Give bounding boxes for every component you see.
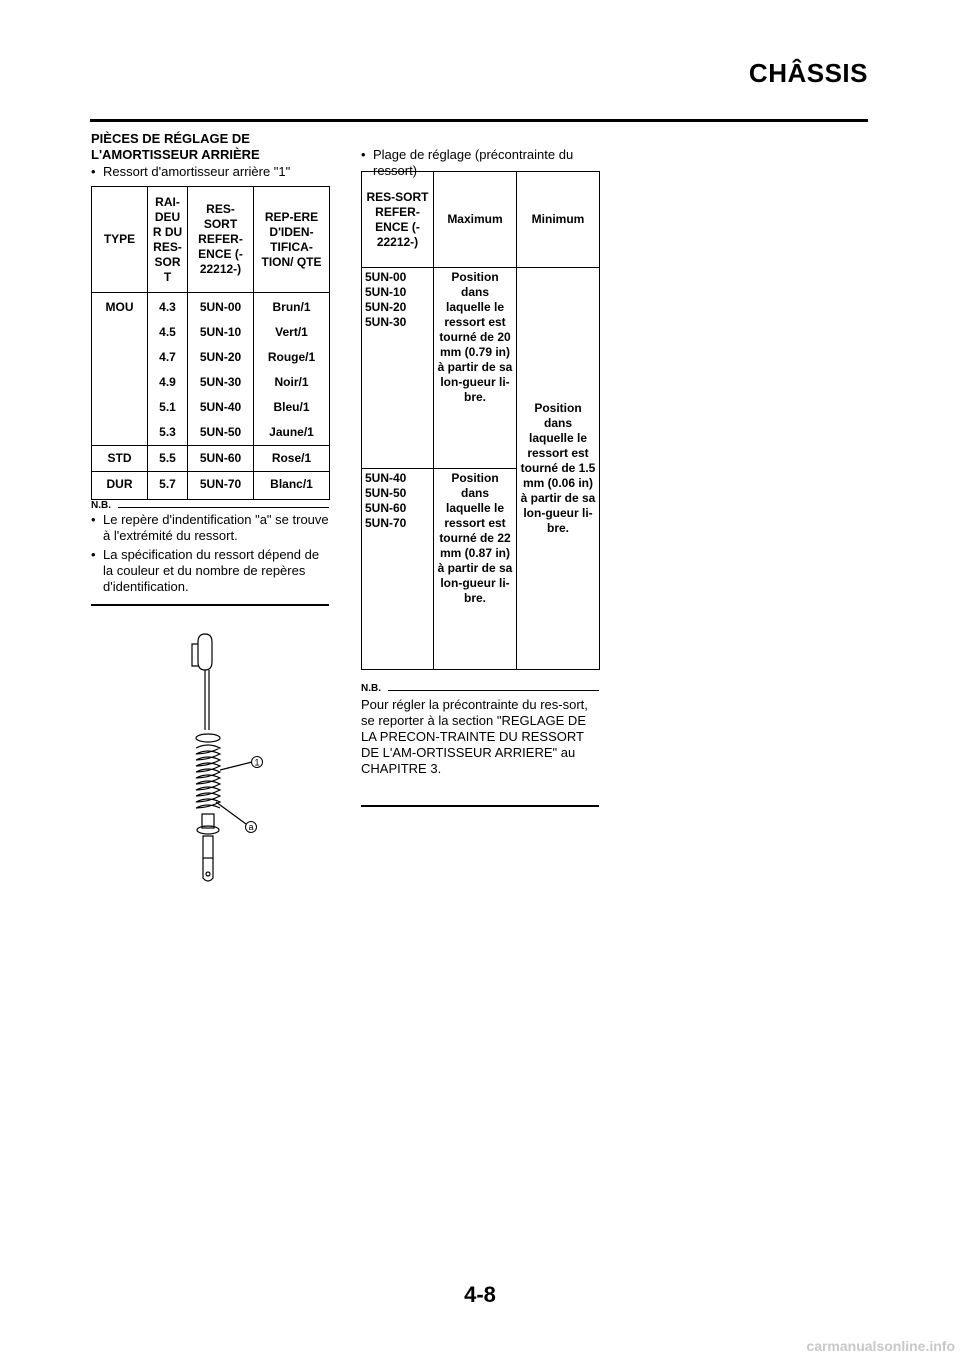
- spring-table-header: [92, 187, 330, 293]
- cell-rate: 5.7: [148, 472, 188, 500]
- range-table: [361, 171, 600, 670]
- shock-absorber-illustration: [180, 630, 280, 890]
- spring-seat-bottom: [197, 826, 219, 834]
- note-end-rule: [361, 805, 599, 807]
- cell-rate: 5.5: [148, 446, 188, 472]
- top-mount: [198, 634, 212, 670]
- cell-max: Position dans laquelle le ressort est tourné de 22 mm (0.87 in) à partir de sa lon-gueur li-bre.: [434, 469, 517, 670]
- cell-mark: Jaune/1: [254, 420, 330, 446]
- header-cell: RES-SORT REFER-ENCE (- 22212-): [362, 172, 434, 268]
- cell-type: MOU: [92, 293, 148, 321]
- table-row: [92, 472, 330, 500]
- cell-max: Position dans laquelle le ressort est tourné de 20 mm (0.79 in) à partir de sa lon-gueur li-bre.: [434, 268, 517, 469]
- cell-type: [92, 420, 148, 446]
- cell-ref: 5UN-50: [188, 420, 254, 446]
- cell-rate: 4.3: [148, 293, 188, 321]
- header-cell: RAI-DEU R DU RES-SOR T: [148, 187, 188, 293]
- damper-body-lower: [203, 836, 213, 858]
- cell-ref: 5UN-10: [188, 320, 254, 345]
- callout-1-leader: [220, 762, 252, 770]
- header-rule: [90, 119, 868, 122]
- cell-rate: 4.5: [148, 320, 188, 345]
- note-item: • La spécification du ressort dépend de la couleur et du nombre de repères d'identification.: [91, 547, 329, 595]
- cell-mark: Noir/1: [254, 370, 330, 395]
- table-row: [92, 446, 330, 472]
- spring-bullet: • Ressort d'amortisseur arrière "1": [91, 164, 343, 180]
- table-row: [92, 420, 330, 446]
- bottom-mount-hole: [206, 872, 210, 876]
- cell-rate: 4.9: [148, 370, 188, 395]
- range-bullet: • Plage de réglage (précontrainte du ressort): [361, 147, 611, 179]
- cell-ref: 5UN-60: [188, 446, 254, 472]
- table-row: [92, 293, 330, 321]
- header-cell: REP-ERE D'IDEN-TIFICA-TION/ QTE: [254, 187, 330, 293]
- spring-table: [91, 186, 330, 500]
- cell-mark: Rouge/1: [254, 345, 330, 370]
- cell-refs: 5UN-40 5UN-50 5UN-60 5UN-70: [362, 469, 434, 670]
- cell-type: [92, 395, 148, 420]
- cell-ref: 5UN-20: [188, 345, 254, 370]
- callout-1: [252, 757, 263, 768]
- watermark: carmanualsonline.info: [806, 1338, 955, 1354]
- cell-rate: 5.3: [148, 420, 188, 446]
- table-row: [92, 345, 330, 370]
- range-table-header: [362, 172, 600, 268]
- cell-refs: 5UN-00 5UN-10 5UN-20 5UN-30: [362, 268, 434, 469]
- cell-ref: 5UN-00: [188, 293, 254, 321]
- cell-type: DUR: [92, 472, 148, 500]
- page-title: CHÂSSIS: [748, 58, 868, 88]
- header-cell: TYPE: [92, 187, 148, 293]
- section-heading-line-1: PIÈCES DE RÉGLAGE DE: [91, 131, 250, 146]
- table-row: [92, 395, 330, 420]
- callout-a-leader: [216, 802, 246, 824]
- spring-seat-top: [196, 734, 220, 742]
- section-heading-line-2: L'AMORTISSEUR ARRIÈRE: [91, 147, 260, 162]
- cell-mark: Rose/1: [254, 446, 330, 472]
- cell-type: [92, 370, 148, 395]
- callout-1-text: 1: [254, 757, 260, 768]
- cell-mark: Brun/1: [254, 293, 330, 321]
- top-mount-lug: [192, 644, 198, 666]
- cell-rate: 5.1: [148, 395, 188, 420]
- note-label: N.B.: [91, 500, 111, 511]
- callout-a-text: a: [248, 822, 254, 832]
- cell-type: [92, 320, 148, 345]
- section-heading: [91, 131, 331, 163]
- cell-type: [92, 345, 148, 370]
- bottom-mount: [203, 858, 213, 881]
- note-rule: [118, 507, 329, 508]
- note-label: N.B.: [361, 683, 381, 694]
- table-row: [92, 320, 330, 345]
- note-item: • Le repère d'indentification "a" se trouve à l'extrémité du ressort.: [91, 512, 329, 544]
- cell-rate: 4.7: [148, 345, 188, 370]
- cell-mark: Blanc/1: [254, 472, 330, 500]
- cell-mark: Vert/1: [254, 320, 330, 345]
- note-end-rule: [91, 604, 329, 606]
- callout-a: [246, 822, 257, 833]
- header-cell: RES-SORT REFER-ENCE (- 22212-): [188, 187, 254, 293]
- cell-mark: Bleu/1: [254, 395, 330, 420]
- cell-ref: 5UN-30: [188, 370, 254, 395]
- header-cell: Maximum: [434, 172, 517, 268]
- cell-min: Position dans laquelle le ressort est tourné de 1.5 mm (0.06 in) à partir de sa lon-gueur li-bre.: [517, 268, 600, 670]
- cell-ref: 5UN-70: [188, 472, 254, 500]
- note-body: Pour régler la précontrainte du res-sort, se reporter à la section "REGLAGE DE LA PRECON-TRAINTE DU RESSORT DE L'AM-ORTISSEUR ARRIERE" au CHAPITRE 3.: [361, 697, 588, 776]
- table-row: [362, 268, 600, 469]
- cell-type: STD: [92, 446, 148, 472]
- note-rule: [388, 690, 599, 691]
- table-row: [92, 370, 330, 395]
- note-body: [91, 512, 329, 595]
- header-cell: Minimum: [517, 172, 600, 268]
- page-number: 4-8: [464, 1282, 496, 1307]
- spring-coil: [196, 745, 220, 808]
- cell-ref: 5UN-40: [188, 395, 254, 420]
